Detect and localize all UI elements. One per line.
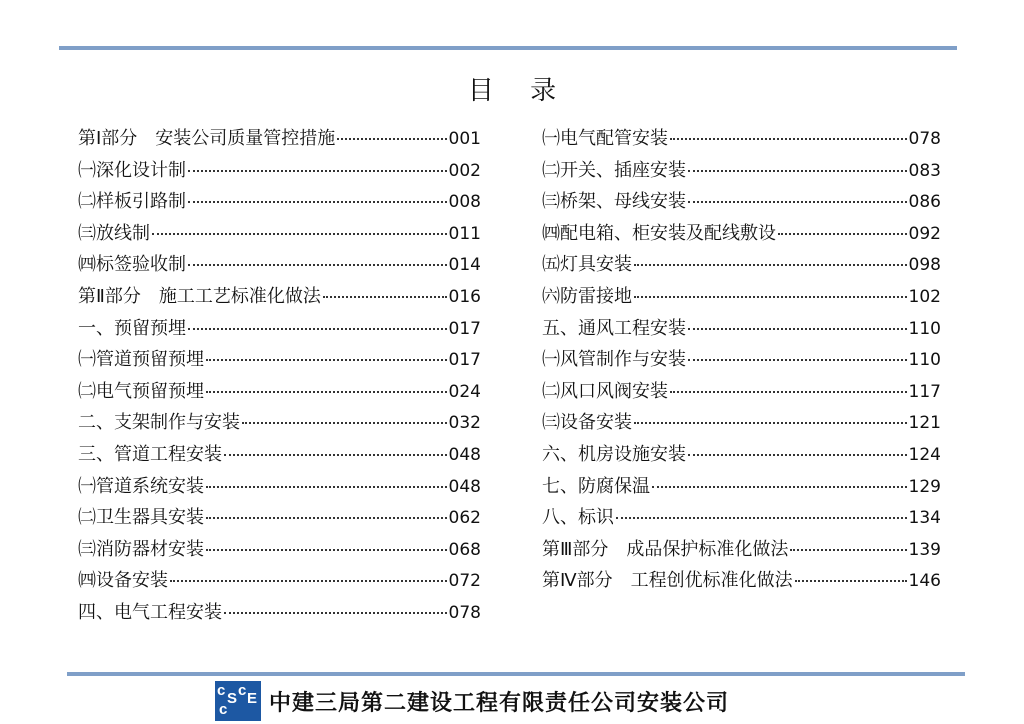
- toc-entry[interactable]: [542, 124, 941, 156]
- toc-right-column: [542, 124, 941, 598]
- toc-leader-dots: [224, 612, 447, 614]
- toc-entry-label: ㈢放线制: [78, 222, 150, 244]
- toc-entry-page: 110: [908, 350, 941, 371]
- toc-entry[interactable]: [542, 566, 941, 598]
- toc-leader-dots: [688, 328, 907, 330]
- toc-entry-label: ㈣标签验收制: [78, 254, 186, 276]
- company-name: 中建三局第二建设工程有限责任公司安装公司: [269, 690, 730, 716]
- toc-entry-label: ㈥防雷接地: [542, 285, 632, 307]
- toc-entry-label: 四、电气工程安装: [78, 601, 222, 623]
- toc-entry[interactable]: [78, 314, 481, 346]
- toc-entry[interactable]: [78, 187, 481, 219]
- toc-entry-page: 072: [448, 571, 481, 592]
- toc-leader-dots: [790, 549, 906, 551]
- toc-entry-page: 017: [448, 318, 481, 339]
- toc-leader-dots: [188, 264, 447, 266]
- toc-entry-label: 八、标识: [542, 507, 614, 529]
- footer: [215, 680, 729, 722]
- toc-leader-dots: [634, 422, 907, 424]
- toc-entry[interactable]: [78, 250, 481, 282]
- toc-leader-dots: [206, 517, 447, 519]
- toc-entry-label: 一、预留预埋: [78, 317, 186, 339]
- toc-entry-page: 086: [908, 192, 941, 213]
- toc-entry[interactable]: [78, 535, 481, 567]
- toc-leader-dots: [323, 296, 447, 298]
- toc-entry-page: 008: [448, 192, 481, 213]
- toc-entry-label: ㈠电气配管安装: [542, 128, 668, 149]
- toc-leader-dots: [688, 170, 907, 172]
- toc-entry-label: 三、管道工程安装: [78, 443, 222, 465]
- top-divider: [59, 46, 957, 50]
- toc-leader-dots: [634, 264, 907, 266]
- toc-entry-label: ㈡卫生器具安装: [78, 507, 204, 529]
- toc-entry[interactable]: [78, 566, 481, 598]
- toc-entry-page: 139: [908, 539, 941, 560]
- toc-entry-page: 102: [908, 286, 941, 307]
- toc-entry[interactable]: [78, 503, 481, 535]
- toc-entry[interactable]: [78, 472, 481, 504]
- toc-leader-dots: [188, 201, 447, 203]
- toc-entry-label: ㈠管道系统安装: [78, 475, 204, 497]
- toc-entry-page: 134: [908, 508, 941, 529]
- toc-entry[interactable]: [78, 440, 481, 472]
- toc-leader-dots: [688, 201, 907, 203]
- toc-leader-dots: [152, 233, 447, 235]
- toc-entry-label: ㈢设备安装: [542, 412, 632, 434]
- toc-entry[interactable]: [542, 219, 941, 251]
- toc-entry[interactable]: [542, 472, 941, 504]
- toc-entry-label: 七、防腐保温: [542, 475, 650, 497]
- toc-entry-label: ㈡风口风阀安装: [542, 380, 668, 402]
- toc-leader-dots: [206, 359, 447, 361]
- toc-entry-label: ㈤灯具安装: [542, 254, 632, 276]
- toc-entry-page: 078: [908, 129, 941, 149]
- toc-entry-page: 017: [448, 350, 481, 371]
- toc-entry-label: ㈠风管制作与安装: [542, 349, 686, 371]
- toc-leader-dots: [188, 328, 447, 330]
- toc-entry[interactable]: [78, 377, 481, 409]
- toc-leader-dots: [170, 580, 447, 582]
- toc-entry-page: 092: [908, 223, 941, 244]
- toc-entry-page: 048: [448, 476, 481, 497]
- toc-entry-label: ㈡开关、插座安装: [542, 159, 686, 181]
- toc-entry[interactable]: [542, 282, 941, 314]
- toc-entry-label: 二、支架制作与安装: [78, 412, 240, 434]
- toc-entry-label: ㈣设备安装: [78, 570, 168, 592]
- toc-leader-dots: [670, 391, 907, 393]
- toc-entry-label: 第Ⅰ部分 安装公司质量管控措施: [78, 128, 336, 149]
- toc-entry[interactable]: [542, 503, 941, 535]
- toc-leader-dots: [337, 138, 446, 140]
- toc-leader-dots: [206, 486, 447, 488]
- toc-entry-label: 第Ⅱ部分 施工工艺标准化做法: [78, 285, 321, 307]
- toc-entry[interactable]: [542, 187, 941, 219]
- toc-entry[interactable]: [78, 282, 481, 314]
- toc-leader-dots: [616, 517, 907, 519]
- toc-entry[interactable]: [542, 156, 941, 188]
- toc-entry-page: 083: [908, 160, 941, 181]
- toc-leader-dots: [652, 486, 907, 488]
- toc-leader-dots: [688, 359, 907, 361]
- toc-entry-page: 062: [448, 508, 481, 529]
- toc-entry-page: 121: [908, 413, 941, 434]
- toc-entry-label: ㈢桥架、母线安装: [542, 191, 686, 213]
- cscec-logo-icon: c S c E c: [215, 681, 261, 721]
- toc-entry-page: 146: [908, 571, 941, 592]
- toc-leader-dots: [206, 549, 447, 551]
- toc-entry-page: 014: [448, 255, 481, 276]
- toc-entry-label: 第Ⅳ部分 工程创优标准化做法: [542, 570, 793, 592]
- toc-entry[interactable]: [542, 408, 941, 440]
- toc-entry-label: 六、机房设施安装: [542, 443, 686, 465]
- toc-entry[interactable]: [542, 345, 941, 377]
- toc-entry[interactable]: [78, 124, 481, 156]
- toc-entry-page: 011: [448, 223, 481, 244]
- toc-leader-dots: [670, 138, 907, 140]
- toc-leader-dots: [795, 580, 907, 582]
- toc-leader-dots: [206, 391, 447, 393]
- toc-entry-page: 016: [448, 286, 481, 307]
- toc-entry-page: 024: [448, 381, 481, 402]
- toc-leader-dots: [188, 170, 447, 172]
- toc-entry-page: 048: [448, 444, 481, 465]
- toc-entry-label: 五、通风工程安装: [542, 317, 686, 339]
- page-title: 目 录: [467, 76, 571, 106]
- toc-entry[interactable]: [78, 408, 481, 440]
- toc-leader-dots: [224, 454, 447, 456]
- toc-entry[interactable]: [542, 377, 941, 409]
- toc-entry-page: 110: [908, 318, 941, 339]
- toc-entry-label: ㈠深化设计制: [78, 159, 186, 181]
- toc-entry[interactable]: [78, 345, 481, 377]
- toc-entry-label: ㈡样板引路制: [78, 191, 186, 213]
- toc-entry-label: ㈣配电箱、柜安装及配线敷设: [542, 222, 776, 244]
- toc-entry-label: ㈢消防器材安装: [78, 538, 204, 560]
- toc-entry[interactable]: [542, 250, 941, 282]
- toc-entry-page: 117: [908, 381, 941, 402]
- toc-entry-page: 002: [448, 160, 481, 181]
- toc-entry-page: 124: [908, 444, 941, 465]
- toc-entry[interactable]: [542, 535, 941, 567]
- toc-leader-dots: [242, 422, 447, 424]
- toc-entry-page: 098: [908, 255, 941, 276]
- toc-entry[interactable]: [78, 156, 481, 188]
- toc-entry-page: 068: [448, 539, 481, 560]
- toc-entry[interactable]: [542, 314, 941, 346]
- toc-entry-label: ㈡电气预留预埋: [78, 380, 204, 402]
- bottom-divider: [67, 672, 965, 676]
- toc-entry-page: 078: [448, 602, 481, 623]
- toc-leader-dots: [634, 296, 907, 298]
- toc-leader-dots: [688, 454, 907, 456]
- toc-entry-label: 第Ⅲ部分 成品保护标准化做法: [542, 538, 789, 560]
- toc-left-column: [78, 124, 481, 630]
- toc-entry-page: 001: [448, 129, 481, 149]
- toc-entry-page: 129: [908, 476, 941, 497]
- toc-entry[interactable]: [542, 440, 941, 472]
- toc-entry-label: ㈠管道预留预埋: [78, 349, 204, 371]
- toc-entry[interactable]: [78, 598, 481, 630]
- toc-entry-page: 032: [448, 413, 481, 434]
- toc-entry[interactable]: [78, 219, 481, 251]
- toc-leader-dots: [778, 233, 907, 235]
